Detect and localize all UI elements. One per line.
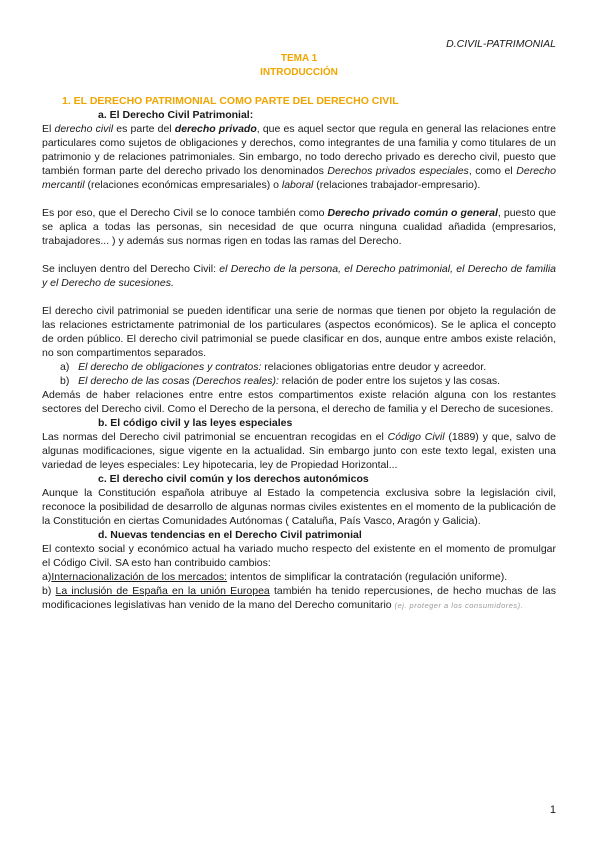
paragraph-5: Además de haber relaciones entre entre estos compartimentos existe relación alguna con los restantes sectores del Derecho civil. Como el Derecho de la persona, el derecho de familia y el Derecho de sucesiones. <box>42 389 556 415</box>
section-heading: 1. EL DERECHO PATRIMONIAL COMO PARTE DEL DERECHO CIVIL <box>62 95 399 107</box>
paragraph-9: a)Internacionalización de los mercados: intentos de simplificar la contratación (regulación uniforme). <box>42 571 508 583</box>
paragraph-1: El derecho civil es parte del derecho privado, que es aquel sector que regula en general las relaciones entre particulares como sujetos de obligaciones y derechos, como integrantes de una familia y como titulares de un patrimonio y de relaciones patrimoniales. Sin embargo, no todo derecho privado es derecho civil, puesto que también forman parte del derecho privado los denominados Derechos privados especiales, como el Derecho mercantil (relaciones económicas empresariales) o laboral (relaciones trabajador-empresario). <box>42 123 556 191</box>
subsection-c-heading: c. El derecho civil común y los derechos autonómicos <box>98 473 369 485</box>
subsection-d-heading: d. Nuevas tendencias en el Derecho Civil patrimonial <box>98 529 362 541</box>
paragraph-4: El derecho civil patrimonial se pueden identificar una serie de normas que tienen por objeto la regulación de las relaciones estrictamente patrimonial de los particulares (aspectos económicos). Se le aplica el concepto de orden público. El derecho civil patrimonial se puede clasificar en dos, aunque entre ambos existe relación, no son compartimentos separados. <box>42 305 556 359</box>
subsection-a-heading: a. El Derecho Civil Patrimonial: <box>98 109 254 121</box>
running-header: D.CIVIL-PATRIMONIAL <box>446 38 556 50</box>
tema-title: TEMA 1 <box>280 53 318 64</box>
paragraph-6: Las normas del Derecho civil patrimonial se encuentran recogidas en el Código Civil (1889) y que, salvo de algunas modificaciones, sigue vigente en la actualidad. Sin embargo junto con este texto legal, existen una variedad de leyes especiales: Ley hipotecaria, ley de Propiedad Horizontal... <box>42 431 556 471</box>
paragraph-3: Se incluyen dentro del Derecho Civil: el Derecho de la persona, el Derecho patrimonial, el Derecho de familia y el Derecho de sucesiones. <box>42 263 556 289</box>
paragraph-8: El contexto social y económico actual ha variado mucho respecto del existente en el momento de promulgar el Código Civil. SA esto han contribuido cambios: <box>42 543 556 569</box>
paragraph-7: Aunque la Constitución española atribuye al Estado la competencia exclusiva sobre la legislación civil, reconoce la posibilidad de desarrollo de algunas normas civiles existentes en el momento de la publicación de la Constitución en ciertas Comunidades Autónomas ( Cataluña, País Vasco, Aragón y Galicia). <box>42 487 556 527</box>
subsection-b-heading: b. El código civil y las leyes especiales <box>98 417 293 429</box>
page-number: 1 <box>549 804 556 816</box>
paragraph-10: b) La inclusión de España en la unión Europea también ha tenido repercusiones, de hecho muchas de las modificaciones legislativas han venido de la mano del Derecho comunitario (ej. proteger a los consumidores). <box>42 585 556 611</box>
paragraph-2: Es por eso, que el Derecho Civil se lo conoce también como Derecho privado común o general, puesto que se aplica a todas las personas, sin necesidad de que ocurra ninguna cualidad añadida (empresarios, trabajadores... ) y además sus normas rigen en todas las ramas del Derecho. <box>42 207 556 247</box>
list-item-a: a) El derecho de obligaciones y contratos: relaciones obligatorias entre deudor y acreedor. <box>60 361 487 373</box>
intro-title: INTRODUCCIÓN <box>260 67 338 78</box>
document-body <box>42 52 556 613</box>
list-item-b: b) El derecho de las cosas (Derechos reales): relación de poder entre los sujetos y las cosas. <box>60 375 501 387</box>
